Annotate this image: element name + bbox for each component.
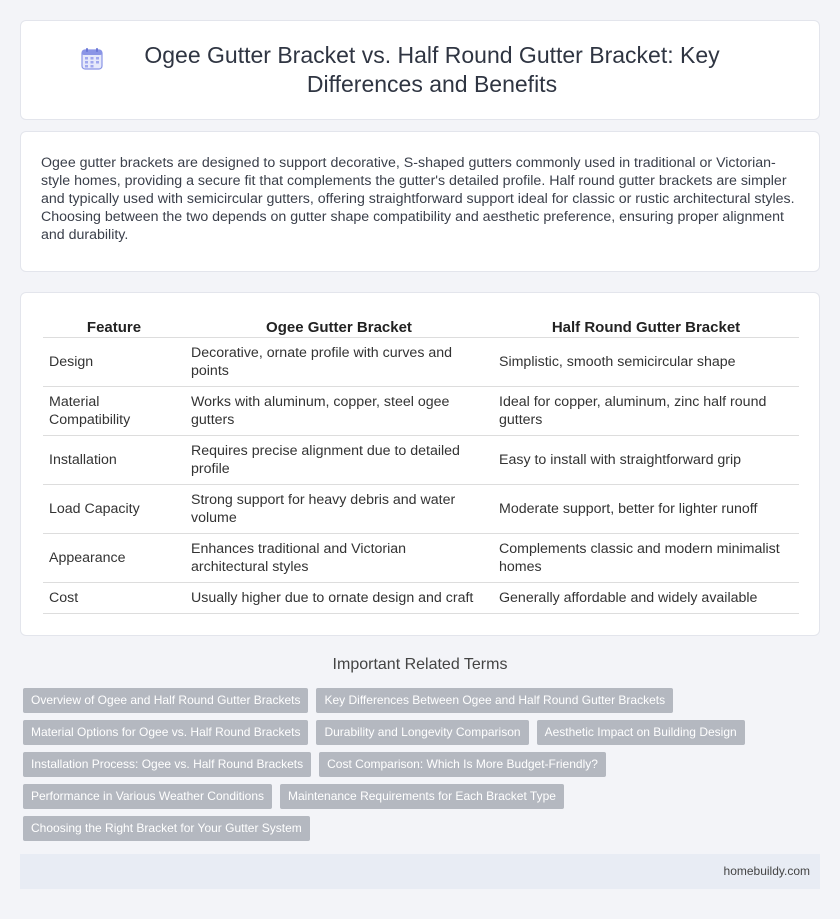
related-terms-heading: Important Related Terms bbox=[332, 656, 508, 673]
table-cell: Installation bbox=[43, 436, 185, 485]
table-cell: Generally affordable and widely available bbox=[493, 583, 799, 614]
table-cell: Complements classic and modern minimalist homes bbox=[493, 534, 799, 583]
table-row bbox=[43, 338, 799, 387]
related-term-tag[interactable]: Maintenance Requirements for Each Bracket Type bbox=[280, 784, 564, 809]
table-cell: Easy to install with straightforward grip bbox=[493, 436, 799, 485]
table-cell: Requires precise alignment due to detailed profile bbox=[185, 436, 493, 485]
summary-text: Ogee gutter brackets are designed to support decorative, S-shaped gutters commonly used in traditional or Victorian-style homes, providing a secure fit that complements the gutter's detailed profile. Half round gutter brackets are simpler and typically used with semicircular gutters, offering straightforward support ideal for classic or rustic architectural styles. Choosing between the two depends on gutter shape compatibility and aesthetic preference, ensuring proper alignment and durability. bbox=[41, 155, 795, 243]
footer-site-link[interactable]: homebuildy.com bbox=[723, 864, 810, 878]
related-term-tag[interactable]: Overview of Ogee and Half Round Gutter Brackets bbox=[23, 688, 308, 713]
table-cell: Enhances traditional and Victorian architectural styles bbox=[185, 534, 493, 583]
table-row bbox=[43, 436, 799, 485]
table-cell: Moderate support, better for lighter runoff bbox=[493, 485, 799, 534]
table-cell: Decorative, ornate profile with curves and points bbox=[185, 338, 493, 387]
calendar-icon bbox=[80, 47, 104, 71]
table-row bbox=[43, 387, 799, 436]
related-term-tag[interactable]: Durability and Longevity Comparison bbox=[316, 720, 528, 745]
table-cell: Works with aluminum, copper, steel ogee gutters bbox=[185, 387, 493, 436]
related-term-tag[interactable]: Choosing the Right Bracket for Your Gutter System bbox=[23, 816, 310, 841]
table-cell: Strong support for heavy debris and water volume bbox=[185, 485, 493, 534]
table-header-row bbox=[43, 315, 799, 338]
related-term-tag[interactable]: Installation Process: Ogee vs. Half Round Brackets bbox=[23, 752, 311, 777]
table-row bbox=[43, 485, 799, 534]
related-term-tag[interactable]: Aesthetic Impact on Building Design bbox=[537, 720, 745, 745]
footer bbox=[20, 854, 820, 889]
related-term-tag[interactable]: Performance in Various Weather Conditions bbox=[23, 784, 272, 809]
table-cell: Design bbox=[43, 338, 185, 387]
table-header-cell: Feature bbox=[43, 315, 185, 338]
table-row bbox=[43, 583, 799, 614]
related-term-tag[interactable]: Material Options for Ogee vs. Half Round Brackets bbox=[23, 720, 308, 745]
table-row bbox=[43, 534, 799, 583]
comparison-table bbox=[43, 315, 799, 614]
table-cell: Cost bbox=[43, 583, 185, 614]
table-cell: Simplistic, smooth semicircular shape bbox=[493, 338, 799, 387]
table-cell: Usually higher due to ornate design and craft bbox=[185, 583, 493, 614]
table-cell: Material Compatibility bbox=[43, 387, 185, 436]
table-cell: Load Capacity bbox=[43, 485, 185, 534]
table-header-cell: Ogee Gutter Bracket bbox=[185, 315, 493, 338]
related-terms-list bbox=[23, 688, 823, 848]
comparison-table-card bbox=[20, 292, 820, 636]
table-header-cell: Half Round Gutter Bracket bbox=[493, 315, 799, 338]
page-title: Ogee Gutter Bracket vs. Half Round Gutter Bracket: Key Differences and Benefits bbox=[144, 42, 720, 97]
table-cell: Appearance bbox=[43, 534, 185, 583]
title-card bbox=[20, 20, 820, 120]
title-wrap bbox=[80, 41, 760, 99]
related-term-tag[interactable]: Key Differences Between Ogee and Half Round Gutter Brackets bbox=[316, 688, 673, 713]
related-term-tag[interactable]: Cost Comparison: Which Is More Budget-Friendly? bbox=[319, 752, 606, 777]
table-cell: Ideal for copper, aluminum, zinc half round gutters bbox=[493, 387, 799, 436]
summary-card bbox=[20, 131, 820, 272]
